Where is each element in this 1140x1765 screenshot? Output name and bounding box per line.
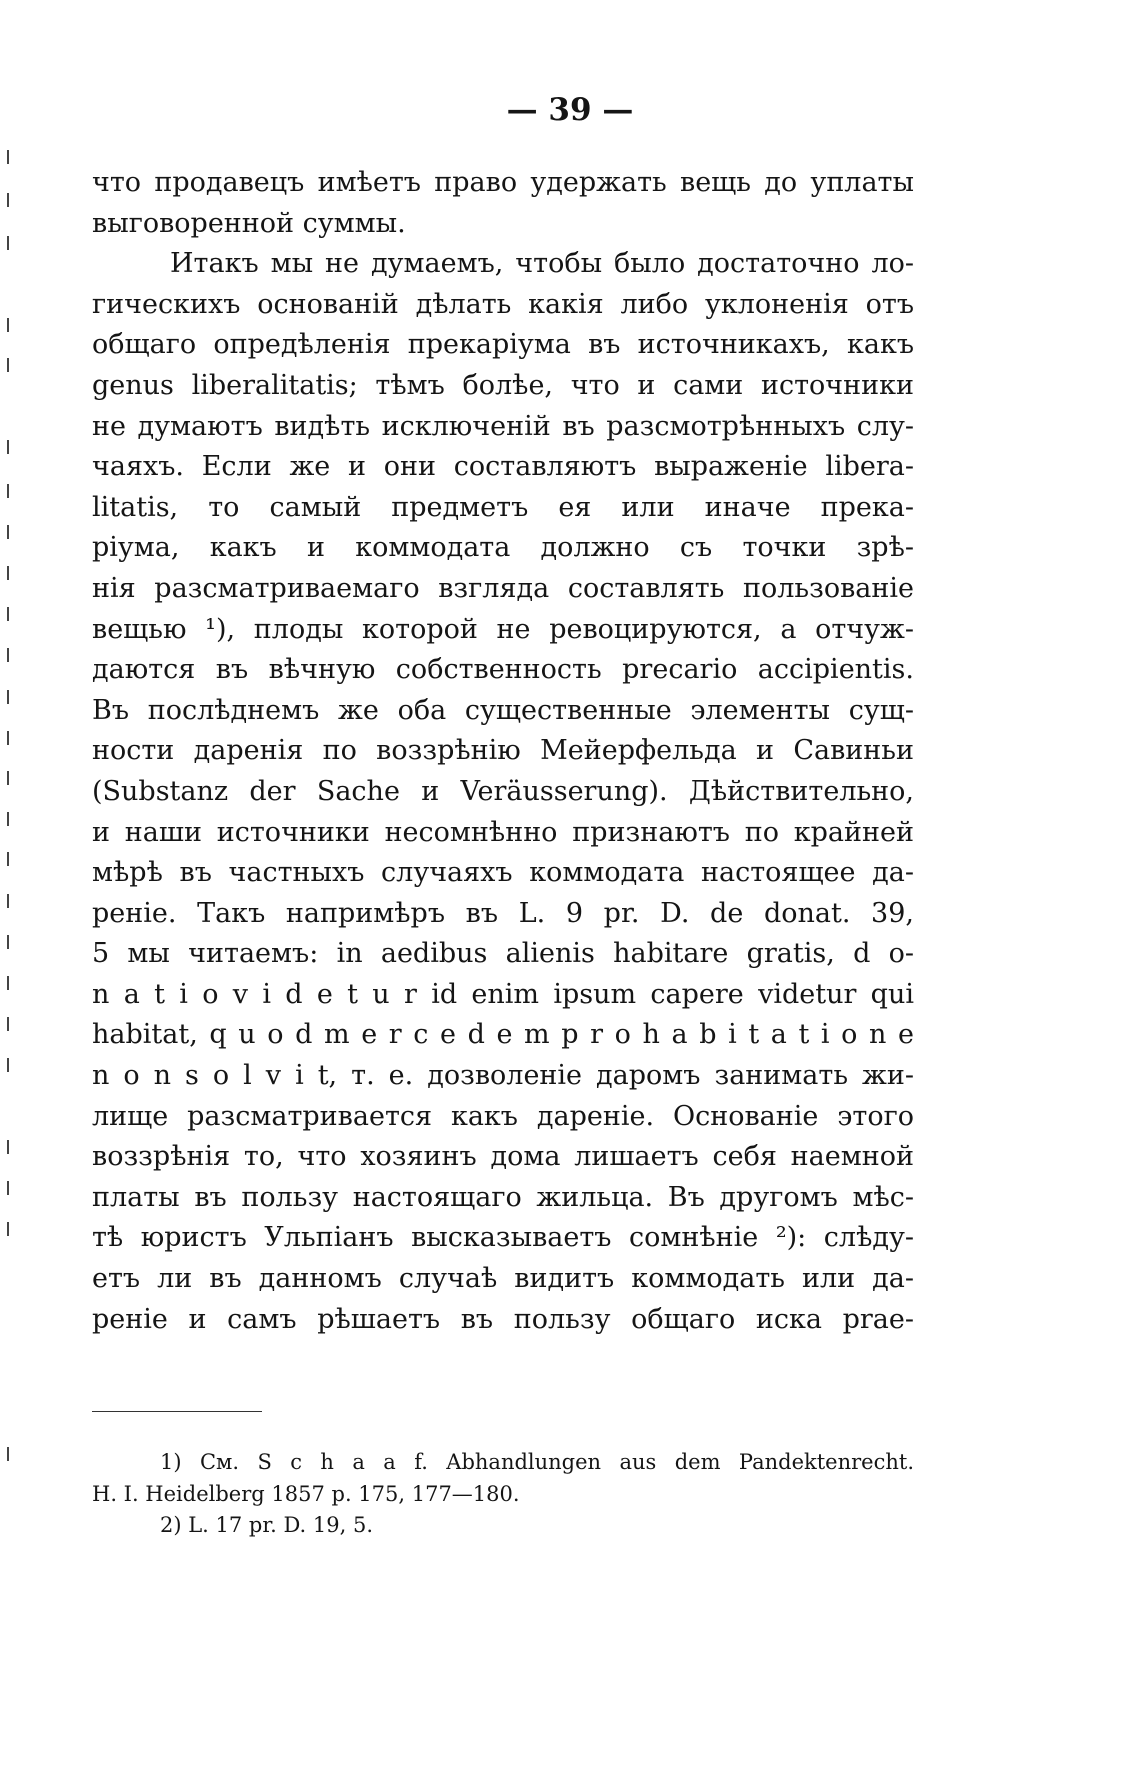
margin-mark [7,1017,9,1031]
text-line: habitat, q u o d m e r c e d e m p r o h a b i t a t i o n e [92,1019,914,1051]
text-line: мѣрѣ въ частныхъ случаяхъ коммодата настоящее да- [92,857,914,889]
text-line: Въ послѣднемъ же оба существенные элементы сущ- [92,694,914,726]
text-line: что продавецъ имѣетъ право удержать вещь до уплаты [92,167,914,198]
margin-mark [7,648,9,662]
text-line: реніе. Такъ напримѣръ въ L. 9 pr. D. de donat. 39, [92,897,914,929]
text-line: общаго опредѣленія прекаріума въ источникахъ, какъ [92,329,914,361]
text-line: нія разсматриваемаго взгляда составлять пользованіе [92,572,914,604]
text-line: гическихъ основаній дѣлать какія либо уклоненія отъ [92,288,914,320]
text-line: Итакъ мы не думаемъ, чтобы было достаточно ло- [170,248,914,280]
margin-mark [7,1140,9,1154]
margin-mark [7,852,9,866]
body-text [92,163,914,1340]
margin-mark [7,812,9,826]
text-line: litatis, то самый предметъ ея или иначе прека- [92,491,914,523]
margin-mark [7,150,9,164]
margin-mark [7,731,9,745]
margin-mark [7,484,9,498]
text-line: воззрѣнія то, что хозяинъ дома лишаетъ себя наемной [92,1141,914,1173]
margin-mark [7,236,9,250]
margin-mark [7,607,9,621]
margin-mark [7,894,9,908]
margin-mark [7,318,9,332]
text-line: (Substanz der Sache и Veräusserung). Дѣйствительно, [92,775,914,807]
text-line: n a t i o v i d e t u r id enim ipsum capere videtur qui [92,978,914,1010]
text-line: даются въ вѣчную собственность precario accipientis. [92,654,914,686]
text-line: n o n s o l v i t, т. е. дозволеніе даромъ занимать жи- [92,1060,914,1092]
text-line: 5 мы читаемъ: in aedibus alienis habitare gratis, d o- [92,938,914,970]
margin-mark [7,976,9,990]
text-line: тѣ юристъ Ульпіанъ высказываетъ сомнѣніе ²): слѣду- [92,1222,914,1254]
text-line: ріума, какъ и коммодата должно съ точки зрѣ- [92,532,914,564]
margin-mark [7,935,9,949]
margin-mark [7,1222,9,1236]
footnote-line: H. I. Heidelberg 1857 p. 175, 177—180. [92,1481,520,1506]
text-line: выговоренной суммы. [92,207,406,239]
text-line: не думаютъ видѣть исключеній въ разсмотрѣнныхъ слу- [92,410,914,442]
margin-marks [4,0,14,1765]
footnote-line: 2) L. 17 pr. D. 19, 5. [160,1513,373,1537]
margin-mark [7,1058,9,1072]
page-number: — 39 — [506,92,634,128]
text-line: чаяхъ. Если же и они составляютъ выраженіе libera- [92,451,914,483]
margin-mark [7,771,9,785]
text-line: реніе и самъ рѣшаетъ въ пользу общаго иска prae- [92,1303,914,1335]
margin-mark [7,440,9,454]
margin-mark [7,566,9,580]
margin-mark [7,358,9,372]
text-line: вещью ¹), плоды которой не ревоцируются, а отчуж- [92,613,914,645]
margin-mark [7,193,9,207]
margin-mark [7,525,9,539]
text-line: genus liberalitatis; тѣмъ болѣе, что и сами источники [92,369,914,401]
margin-mark [7,1447,9,1461]
margin-mark [7,1181,9,1195]
text-line: етъ ли въ данномъ случаѣ видитъ коммодать или да- [92,1263,914,1295]
footnote-divider [92,1411,262,1412]
footnote-line: 1) См. S c h a a f. Abhandlungen aus dem Pandektenrecht. [160,1450,914,1474]
margin-mark [7,690,9,704]
text-line: и наши источники несомнѣнно признаютъ по крайней [92,816,914,848]
text-line: лище разсматривается какъ дареніе. Основаніе этого [92,1100,914,1132]
text-line: платы въ пользу настоящаго жильца. Въ другомъ мѣс- [92,1181,914,1213]
text-line: ности даренія по воззрѣнію Мейерфельда и Савиньи [92,735,914,767]
footnotes [92,1447,914,1542]
